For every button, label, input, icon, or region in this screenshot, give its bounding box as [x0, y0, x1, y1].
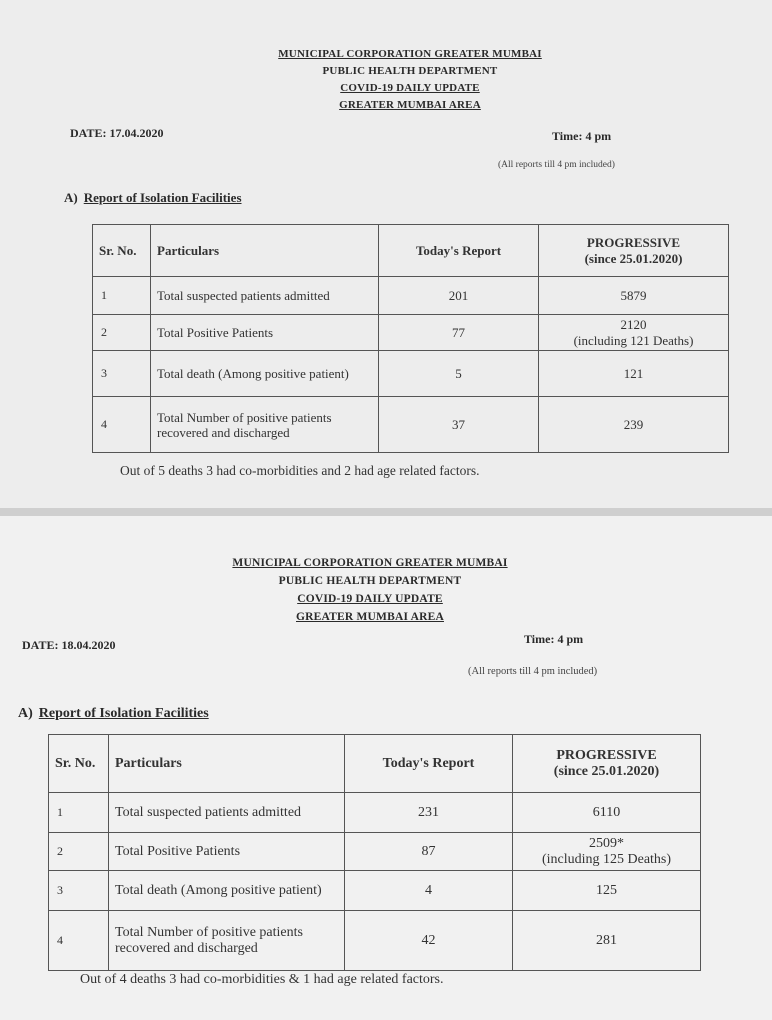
header-area: GREATER MUMBAI AREA [339, 99, 481, 111]
deaths-footnote: Out of 4 deaths 3 had co-morbidities & 1 had age related factors. [80, 972, 444, 987]
col-today: Today's Report [379, 225, 539, 277]
col-particulars: Particulars [151, 225, 379, 277]
table-row [49, 911, 701, 971]
report-header [160, 554, 580, 626]
row-sr: 3 [49, 871, 109, 911]
table-row [49, 871, 701, 911]
row-today: 231 [345, 793, 513, 833]
section-title-text: Report of Isolation Facilities [83, 190, 242, 205]
report-note: (All reports till 4 pm included) [498, 160, 615, 170]
header-update-title: COVID-19 DAILY UPDATE [297, 593, 443, 605]
row-sr: 2 [49, 833, 109, 871]
header-area: GREATER MUMBAI AREA [296, 611, 444, 623]
report-note: (All reports till 4 pm included) [468, 666, 598, 677]
col-particulars: Particulars [109, 735, 345, 793]
row-particular: Total suspected patients admitted [109, 793, 345, 833]
row-progressive-note: (including 121 Deaths) [573, 332, 694, 348]
table-row [49, 833, 701, 871]
table-row [93, 397, 729, 453]
report-sheet-18-04 [0, 516, 772, 1020]
row-sr: 2 [93, 315, 151, 351]
row-particular: Total Positive Patients [151, 315, 379, 351]
report-header [200, 46, 620, 114]
row-particular: Total death (Among positive patient) [109, 871, 345, 911]
row-sr: 4 [93, 397, 151, 453]
col-progressive [539, 225, 729, 277]
col-today: Today's Report [345, 735, 513, 793]
col-progressive-title: PROGRESSIVE [586, 234, 681, 250]
row-sr: 1 [49, 793, 109, 833]
deaths-footnote: Out of 5 deaths 3 had co-morbidities and 2 had age related factors. [120, 463, 480, 478]
table-row [93, 351, 729, 397]
section-title [18, 706, 209, 722]
col-sr: Sr. No. [49, 735, 109, 793]
row-sr: 3 [93, 351, 151, 397]
row-today: 4 [345, 871, 513, 911]
row-today: 201 [379, 277, 539, 315]
row-progressive-value: 2120 [620, 316, 647, 332]
header-update-title: COVID-19 DAILY UPDATE [340, 82, 480, 94]
section-title [64, 190, 242, 206]
row-progressive: 281 [513, 911, 701, 971]
table-row [93, 277, 729, 315]
row-progressive [539, 315, 729, 351]
report-time: Time: 4 pm [524, 632, 584, 646]
row-progressive-note: (including 125 Deaths) [541, 851, 672, 867]
report-date: DATE: 18.04.2020 [22, 638, 116, 652]
header-org: MUNICIPAL CORPORATION GREATER MUMBAI [278, 48, 542, 60]
row-today: 37 [379, 397, 539, 453]
row-particular: Total Number of positive patients recovered and discharged [151, 397, 379, 453]
row-particular: Total Positive Patients [109, 833, 345, 871]
row-progressive: 125 [513, 871, 701, 911]
row-particular: Total Number of positive patients recovered and discharged [109, 911, 345, 971]
row-today: 77 [379, 315, 539, 351]
table-header-row [49, 735, 701, 793]
section-prefix: A) [18, 706, 33, 721]
col-progressive-since: (since 25.01.2020) [584, 250, 683, 266]
row-sr: 1 [93, 277, 151, 315]
row-sr: 4 [49, 911, 109, 971]
row-particular: Total suspected patients admitted [151, 277, 379, 315]
row-today: 5 [379, 351, 539, 397]
section-prefix: A) [64, 190, 78, 205]
col-progressive [513, 735, 701, 793]
header-department: PUBLIC HEALTH DEPARTMENT [278, 575, 462, 587]
page-separator [0, 508, 772, 516]
row-progressive [513, 833, 701, 871]
report-time: Time: 4 pm [552, 129, 612, 143]
row-today: 87 [345, 833, 513, 871]
row-progressive: 5879 [539, 277, 729, 315]
row-progressive: 239 [539, 397, 729, 453]
col-sr: Sr. No. [93, 225, 151, 277]
report-sheet-17-04 [0, 0, 772, 508]
col-progressive-since: (since 25.01.2020) [553, 763, 660, 779]
table-row [93, 315, 729, 351]
section-title-text: Report of Isolation Facilities [38, 706, 209, 721]
report-date: DATE: 17.04.2020 [70, 126, 164, 140]
row-particular: Total death (Among positive patient) [151, 351, 379, 397]
isolation-facilities-table [92, 224, 729, 453]
header-department: PUBLIC HEALTH DEPARTMENT [322, 65, 498, 77]
row-progressive-value: 2509* [589, 835, 624, 851]
col-progressive-title: PROGRESSIVE [556, 747, 657, 763]
header-org: MUNICIPAL CORPORATION GREATER MUMBAI [232, 557, 508, 569]
row-progressive: 6110 [513, 793, 701, 833]
row-today: 42 [345, 911, 513, 971]
isolation-facilities-table [48, 734, 701, 971]
row-progressive: 121 [539, 351, 729, 397]
table-header-row [93, 225, 729, 277]
table-row [49, 793, 701, 833]
